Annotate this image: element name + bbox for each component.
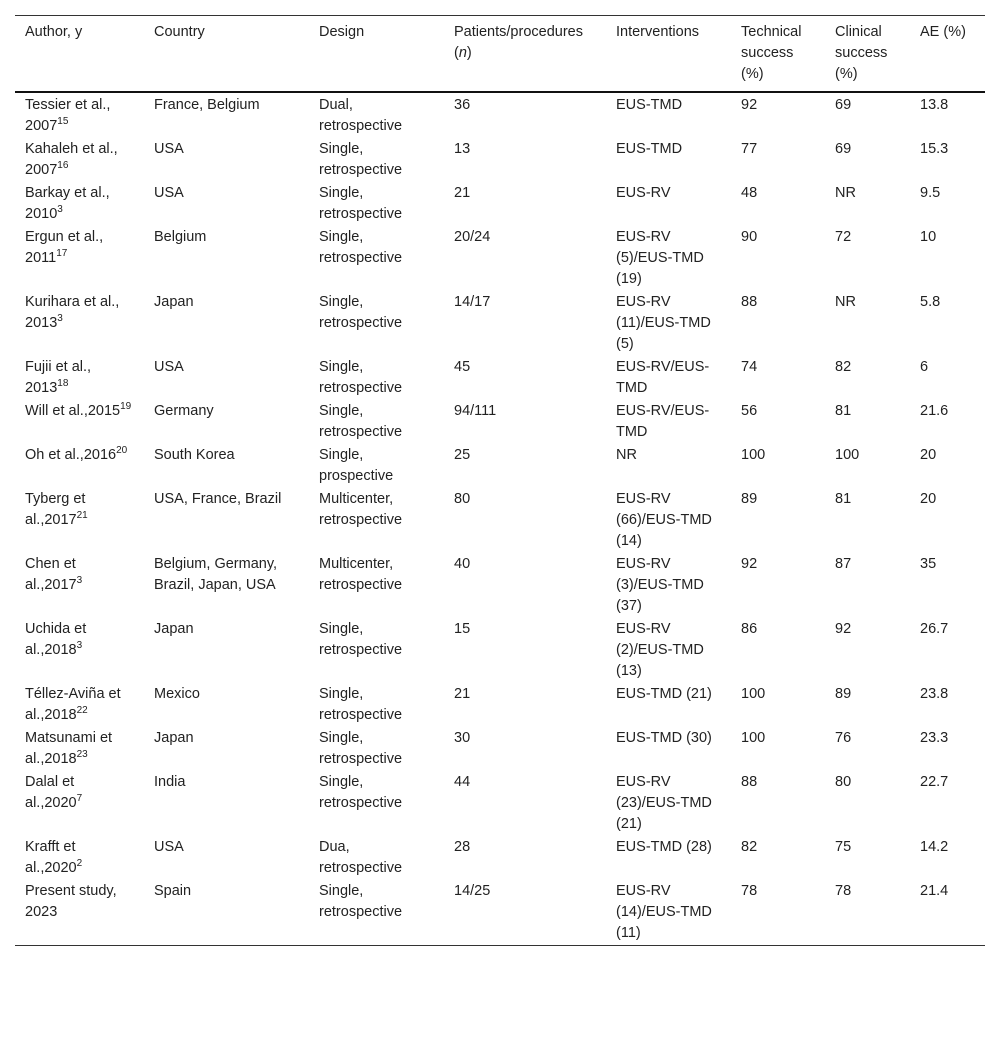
patients-cell: 28 [454,839,471,855]
patients-cell: 45 [454,359,471,375]
country-cell: USA [154,839,184,855]
patients-cell: 30 [454,730,471,746]
interventions-cell: EUS-RV (11)/EUS-TMD (5) [616,294,711,352]
reference-superscript: 7 [76,793,83,805]
author-text: Will et al.,2015 [25,403,121,419]
technical-success-cell: 100 [741,686,766,702]
table-row [15,356,985,400]
interventions-cell: EUS-RV (66)/EUS-TMD (14) [616,491,712,549]
design-cell: Multicenter, retrospective [319,556,403,593]
reference-superscript: 23 [76,749,88,761]
author-cell [15,771,144,836]
table-row [15,683,985,727]
reference-superscript: 3 [76,575,83,587]
author-cell [15,683,144,727]
interventions-cell: EUS-TMD (21) [616,686,712,702]
clinical-success-cell: 89 [835,686,852,702]
author-cell [15,880,144,946]
author-text: Barkay et al., 2010 [25,185,110,222]
reference-superscript: 3 [57,313,63,325]
design-cell: Single, retrospective [319,686,403,723]
ae-cell: 5.8 [920,294,941,310]
header-author: Author, y [25,24,83,40]
author-text: Téllez-Aviña et al.,2018 [25,686,121,723]
design-cell: Single, retrospective [319,141,403,178]
author-text: Tyberg et al.,2017 [25,491,86,528]
author-cell [15,138,144,182]
interventions-cell: EUS-RV (5)/EUS-TMD (19) [616,229,704,287]
technical-success-cell: 100 [741,730,766,746]
author-text: Fujii et al., 2013 [25,359,92,396]
author-text: Chen et al.,2017 [25,556,77,593]
header-patients-suffix: ) [466,45,472,61]
design-cell: Single, retrospective [319,185,403,222]
technical-success-cell: 92 [741,97,758,113]
reference-superscript: 22 [76,705,88,717]
reference-superscript: 2 [76,858,83,870]
table-row [15,836,985,880]
table-row [15,182,985,226]
patients-cell: 40 [454,556,471,572]
clinical-success-cell: 81 [835,491,852,507]
reference-superscript: 3 [76,640,83,652]
ae-cell: 21.6 [920,403,949,419]
clinical-success-cell: 75 [835,839,852,855]
author-text: Matsunami et al.,2018 [25,730,113,767]
design-cell: Single, prospective [319,447,394,484]
studies-table [15,15,985,946]
reference-superscript: 18 [57,378,69,390]
author-text: Present study, 2023 [25,883,117,920]
ae-cell: 22.7 [920,774,949,790]
technical-success-cell: 78 [741,883,758,899]
header-clinical-success: Clinical success (%) [835,24,888,82]
ae-cell: 6 [920,359,929,375]
design-cell: Dua, retrospective [319,839,403,876]
table-row [15,138,985,182]
author-cell [15,182,144,226]
country-cell: Belgium [154,229,207,245]
patients-cell: 14/17 [454,294,491,310]
table-row [15,92,985,138]
clinical-success-cell: 76 [835,730,852,746]
clinical-success-cell: 69 [835,97,852,113]
country-cell: USA, France, Brazil [154,491,282,507]
table-row [15,488,985,553]
design-cell: Single, retrospective [319,294,403,331]
table-row [15,618,985,683]
clinical-success-cell: 92 [835,621,852,637]
ae-cell: 15.3 [920,141,949,157]
header-design: Design [319,24,365,40]
author-cell [15,400,144,444]
country-cell: USA [154,359,184,375]
author-text: Krafft et al.,2020 [25,839,77,876]
author-text: Uchida et al.,2018 [25,621,87,658]
interventions-cell: NR [616,447,637,463]
patients-cell: 21 [454,686,471,702]
table-row [15,553,985,618]
header-country: Country [154,24,205,40]
interventions-cell: EUS-RV/EUS-TMD [616,359,710,396]
header-technical-success: Technical success (%) [741,24,802,82]
country-cell: Germany [154,403,214,419]
design-cell: Single, retrospective [319,883,403,920]
author-text: Oh et al.,2016 [25,447,117,463]
country-cell: Japan [154,294,194,310]
ae-cell: 23.3 [920,730,949,746]
technical-success-cell: 82 [741,839,758,855]
technical-success-cell: 74 [741,359,758,375]
author-text: Ergun et al., 2011 [25,229,104,266]
reference-superscript: 21 [76,510,88,522]
table-row [15,291,985,356]
technical-success-cell: 88 [741,294,758,310]
design-cell: Single, retrospective [319,774,403,811]
header-patients-n: n [458,45,467,61]
country-cell: Mexico [154,686,200,702]
country-cell: Japan [154,730,194,746]
ae-cell: 14.2 [920,839,949,855]
design-cell: Single, retrospective [319,730,403,767]
clinical-success-cell: NR [835,294,856,310]
ae-cell: 21.4 [920,883,949,899]
table-row [15,727,985,771]
header-patients-prefix: Patients/procedures ( [454,24,583,61]
patients-cell: 44 [454,774,471,790]
country-cell: Spain [154,883,192,899]
reference-superscript: 20 [116,445,128,457]
clinical-success-cell: 81 [835,403,852,419]
author-cell [15,727,144,771]
technical-success-cell: 56 [741,403,758,419]
reference-superscript: 19 [120,401,132,413]
ae-cell: 10 [920,229,937,245]
design-cell: Single, retrospective [319,621,403,658]
country-cell: France, Belgium [154,97,260,113]
ae-cell: 20 [920,447,937,463]
author-text: Dalal et al.,2020 [25,774,77,811]
clinical-success-cell: 78 [835,883,852,899]
ae-cell: 26.7 [920,621,949,637]
interventions-cell: EUS-TMD [616,141,683,157]
author-cell [15,444,144,488]
reference-superscript: 3 [57,204,63,216]
interventions-cell: EUS-RV (3)/EUS-TMD (37) [616,556,704,614]
table-row [15,226,985,291]
design-cell: Single, retrospective [319,403,403,440]
author-cell [15,553,144,618]
ae-cell: 20 [920,491,937,507]
interventions-cell: EUS-RV (14)/EUS-TMD (11) [616,883,712,941]
technical-success-cell: 90 [741,229,758,245]
patients-cell: 15 [454,621,471,637]
header-ae: AE (%) [920,24,966,40]
author-cell [15,92,144,138]
interventions-cell: EUS-TMD (30) [616,730,712,746]
patients-cell: 13 [454,141,471,157]
patients-cell: 94/111 [454,403,497,419]
table-row [15,444,985,488]
clinical-success-cell: 82 [835,359,852,375]
technical-success-cell: 100 [741,447,766,463]
ae-cell: 13.8 [920,97,949,113]
technical-success-cell: 88 [741,774,758,790]
patients-cell: 20/24 [454,229,491,245]
author-text: Tessier et al., 2007 [25,97,111,134]
patients-cell: 14/25 [454,883,491,899]
table-row [15,880,985,946]
country-cell: India [154,774,186,790]
reference-superscript: 16 [57,160,69,172]
table-body [15,92,985,946]
design-cell: Single, retrospective [319,229,403,266]
patients-cell: 80 [454,491,471,507]
header-interventions: Interventions [616,24,700,40]
reference-superscript: 15 [57,116,69,128]
patients-cell: 25 [454,447,471,463]
author-cell [15,488,144,553]
interventions-cell: EUS-TMD (28) [616,839,712,855]
ae-cell: 35 [920,556,937,572]
technical-success-cell: 48 [741,185,758,201]
interventions-cell: EUS-TMD [616,97,683,113]
author-cell [15,836,144,880]
reference-superscript: 17 [56,248,68,260]
design-cell: Multicenter, retrospective [319,491,403,528]
design-cell: Dual, retrospective [319,97,403,134]
clinical-success-cell: 72 [835,229,852,245]
technical-success-cell: 77 [741,141,758,157]
country-cell: USA [154,185,184,201]
country-cell: Japan [154,621,194,637]
clinical-success-cell: NR [835,185,856,201]
technical-success-cell: 89 [741,491,758,507]
table-header-row [15,16,985,93]
technical-success-cell: 92 [741,556,758,572]
author-text: Kurihara et al., 2013 [25,294,120,331]
table-row [15,400,985,444]
clinical-success-cell: 87 [835,556,852,572]
country-cell: USA [154,141,184,157]
patients-cell: 36 [454,97,471,113]
clinical-success-cell: 80 [835,774,852,790]
interventions-cell: EUS-RV (2)/EUS-TMD (13) [616,621,704,679]
author-text: Kahaleh et al., 2007 [25,141,118,178]
author-cell [15,226,144,291]
header-patients [444,16,606,93]
author-cell [15,356,144,400]
interventions-cell: EUS-RV [616,185,671,201]
table-row [15,771,985,836]
country-cell: South Korea [154,447,235,463]
author-cell [15,618,144,683]
country-cell: Belgium, Germany, Brazil, Japan, USA [154,556,278,593]
author-cell [15,291,144,356]
clinical-success-cell: 100 [835,447,860,463]
technical-success-cell: 86 [741,621,758,637]
ae-cell: 9.5 [920,185,941,201]
interventions-cell: EUS-RV (23)/EUS-TMD (21) [616,774,712,832]
patients-cell: 21 [454,185,471,201]
design-cell: Single, retrospective [319,359,403,396]
ae-cell: 23.8 [920,686,949,702]
clinical-success-cell: 69 [835,141,852,157]
interventions-cell: EUS-RV/EUS-TMD [616,403,710,440]
